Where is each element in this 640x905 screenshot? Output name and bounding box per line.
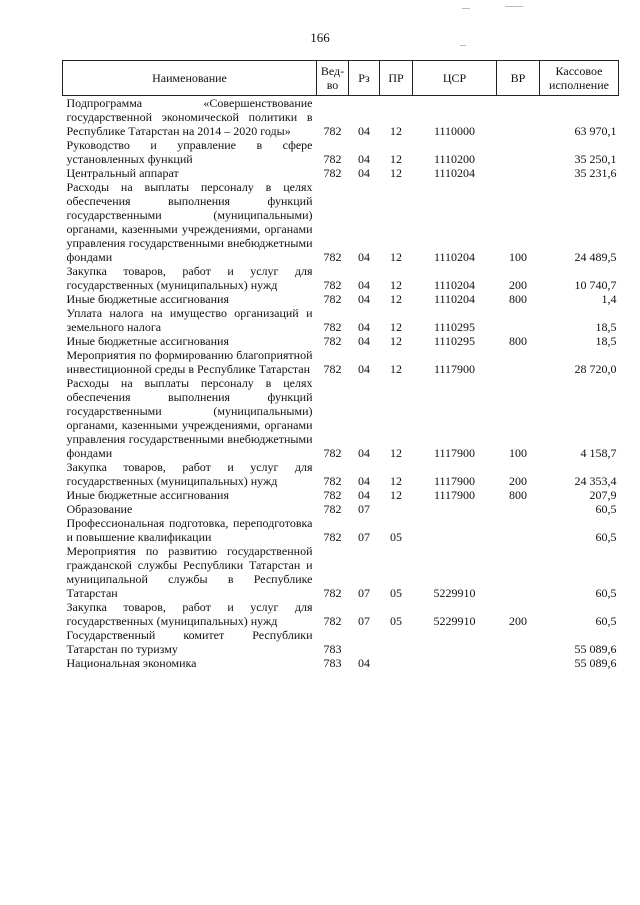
- row-name: Мероприятия по формированию благоприятной инвестиционной среды в Республике Татарстан: [66, 348, 313, 376]
- table-row: [63, 656, 619, 670]
- row-csr: 1110295: [433, 334, 476, 348]
- row-vr: [497, 656, 540, 670]
- row-csr: 1110204: [433, 166, 476, 180]
- row-ved: 782: [323, 278, 342, 292]
- table-row: [63, 334, 619, 348]
- row-ved: 782: [323, 362, 342, 376]
- row-pr: 12: [390, 334, 402, 348]
- row-amount: 60,5: [595, 586, 617, 600]
- row-amount: 207,9: [589, 488, 617, 502]
- row-csr: 1117900: [433, 446, 476, 460]
- row-rz: 04: [358, 278, 370, 292]
- row-csr: 1117900: [433, 474, 476, 488]
- row-amount: 24 353,4: [574, 474, 617, 488]
- row-csr: 1110200: [433, 152, 476, 166]
- row-amount: 4 158,7: [580, 446, 617, 460]
- row-pr: 05: [390, 586, 402, 600]
- row-amount: 35 250,1: [574, 152, 617, 166]
- row-vr: 200: [509, 614, 527, 628]
- row-name: Закупка товаров, работ и услуг для государственных (муниципальных) нужд: [66, 600, 313, 628]
- row-ved: 782: [323, 488, 342, 502]
- table-row: [63, 628, 619, 656]
- row-csr: [413, 628, 497, 656]
- row-ved: 782: [323, 292, 342, 306]
- row-vr: [497, 348, 540, 376]
- table-row: [63, 376, 619, 460]
- row-name: Профессиональная подготовка, переподготовка и повышение квалификации: [66, 516, 313, 544]
- row-csr: 1110204: [433, 292, 476, 306]
- row-vr: [497, 544, 540, 600]
- row-pr: 12: [390, 446, 402, 460]
- row-name: Иные бюджетные ассигнования: [66, 292, 229, 306]
- table-row: [63, 516, 619, 544]
- row-rz: 07: [358, 614, 370, 628]
- table-row: [63, 544, 619, 600]
- row-ved: 782: [323, 166, 342, 180]
- row-pr: 12: [390, 166, 402, 180]
- table-row: [63, 138, 619, 166]
- table-header-row: [63, 61, 619, 96]
- row-vr: [497, 502, 540, 516]
- row-csr: [413, 502, 497, 516]
- row-name: Мероприятия по развитию государственной гражданской службы Республики Татарстан и муниципальной службы в Республике Татарстан: [66, 544, 313, 600]
- row-amount: 55 089,6: [574, 642, 617, 656]
- row-rz: 04: [358, 446, 370, 460]
- header-csr: ЦСР: [413, 61, 497, 96]
- row-vr: 800: [509, 334, 527, 348]
- row-vr: 200: [509, 278, 527, 292]
- table-row: [63, 292, 619, 306]
- row-pr: [380, 656, 413, 670]
- row-name: Иные бюджетные ассигнования: [66, 334, 229, 348]
- row-amount: 55 089,6: [574, 656, 617, 670]
- row-pr: 12: [390, 278, 402, 292]
- table-row: [63, 264, 619, 292]
- row-vr: 800: [509, 292, 527, 306]
- header-amount: Кассовое исполнение: [540, 61, 619, 96]
- row-amount: 60,5: [595, 614, 617, 628]
- row-ved: 782: [323, 502, 342, 516]
- row-vr: [497, 306, 540, 334]
- row-name: Национальная экономика: [66, 656, 197, 670]
- row-pr: 05: [390, 614, 402, 628]
- row-ved: 782: [323, 586, 342, 600]
- row-name: Образование: [66, 502, 133, 516]
- budget-table: [62, 60, 619, 670]
- row-csr: 1110204: [433, 250, 476, 264]
- row-ved: 783: [323, 656, 342, 670]
- row-amount: 60,5: [595, 530, 617, 544]
- row-csr: 1110204: [433, 278, 476, 292]
- row-vr: 200: [509, 474, 527, 488]
- row-pr: 12: [390, 250, 402, 264]
- table-row: [63, 460, 619, 488]
- row-csr: [413, 656, 497, 670]
- row-rz: 04: [358, 656, 370, 670]
- row-rz: 07: [358, 530, 370, 544]
- table-row: [63, 502, 619, 516]
- row-name: Расходы на выплаты персоналу в целях обеспечения выполнения функций государственными (муниципальными) органами, казенными учреждениями, органами управления государственными внебюджетными фондами: [66, 180, 313, 264]
- row-vr: [497, 516, 540, 544]
- row-ved: 782: [323, 152, 342, 166]
- header-vedomstvo: Вед- во: [317, 61, 349, 96]
- row-pr: 12: [390, 124, 402, 138]
- row-amount: 24 489,5: [574, 250, 617, 264]
- row-ved: 782: [323, 320, 342, 334]
- row-ved: 782: [323, 474, 342, 488]
- row-amount: 10 740,7: [574, 278, 617, 292]
- table-row: [63, 600, 619, 628]
- row-pr: 12: [390, 152, 402, 166]
- row-rz: 07: [358, 586, 370, 600]
- row-vr: [497, 138, 540, 166]
- row-amount: 60,5: [595, 502, 617, 516]
- row-csr: 1117900: [433, 488, 476, 502]
- row-ved: 783: [323, 642, 342, 656]
- row-amount: 35 231,6: [574, 166, 617, 180]
- row-csr: 1110295: [433, 320, 476, 334]
- row-rz: 04: [358, 474, 370, 488]
- row-rz: 04: [358, 334, 370, 348]
- row-vr: 100: [509, 446, 527, 460]
- row-amount: 63 970,1: [574, 124, 617, 138]
- row-vr: [497, 96, 540, 139]
- row-name: Центральный аппарат: [66, 166, 179, 180]
- row-pr: [380, 502, 413, 516]
- row-vr: [497, 628, 540, 656]
- row-ved: 782: [323, 124, 342, 138]
- row-rz: 04: [358, 166, 370, 180]
- row-rz: 04: [358, 152, 370, 166]
- row-name: Расходы на выплаты персоналу в целях обеспечения выполнения функций государственными (муниципальными) органами, казенными учреждениями, органами управления государственными внебюджетными фондами: [66, 376, 313, 460]
- row-name: Закупка товаров, работ и услуг для государственных (муниципальных) нужд: [66, 264, 313, 292]
- scan-mark-top-right: [505, 6, 523, 7]
- row-vr: [497, 166, 540, 180]
- row-name: Государственный комитет Республики Татарстан по туризму: [66, 628, 313, 656]
- table-row: [63, 180, 619, 264]
- row-ved: 782: [323, 446, 342, 460]
- row-rz: 04: [358, 124, 370, 138]
- header-vr: ВР: [497, 61, 540, 96]
- row-vr: 100: [509, 250, 527, 264]
- row-rz: 07: [358, 502, 370, 516]
- row-pr: [380, 628, 413, 656]
- row-ved: 782: [323, 530, 342, 544]
- table-row: [63, 348, 619, 376]
- row-rz: [349, 628, 380, 656]
- row-name: Закупка товаров, работ и услуг для государственных (муниципальных) нужд: [66, 460, 313, 488]
- row-pr: 12: [390, 320, 402, 334]
- row-amount: 28 720,0: [574, 362, 617, 376]
- row-vr: 800: [509, 488, 527, 502]
- row-csr: [413, 516, 497, 544]
- row-csr: 5229910: [433, 586, 476, 600]
- row-rz: 04: [358, 292, 370, 306]
- header-rz: Рз: [349, 61, 380, 96]
- row-csr: 5229910: [433, 614, 476, 628]
- row-ved: 782: [323, 250, 342, 264]
- table-row: [63, 306, 619, 334]
- row-amount: 18,5: [595, 334, 617, 348]
- header-name: Наименование: [63, 61, 317, 96]
- row-rz: 04: [358, 320, 370, 334]
- row-name: Руководство и управление в сфере установленных функций: [66, 138, 313, 166]
- row-pr: 12: [390, 292, 402, 306]
- row-rz: 04: [358, 362, 370, 376]
- row-pr: 12: [390, 362, 402, 376]
- row-csr: 1117900: [433, 362, 476, 376]
- header-pr: ПР: [380, 61, 413, 96]
- row-name: Уплата налога на имущество организаций и земельного налога: [66, 306, 313, 334]
- row-ved: 782: [323, 614, 342, 628]
- table-row: [63, 96, 619, 139]
- table-row: [63, 488, 619, 502]
- row-amount: 1,4: [601, 292, 617, 306]
- row-name: Подпрограмма «Совершенствование государственной экономической политики в Республике Татарстан на 2014 – 2020 годы»: [66, 96, 313, 138]
- row-csr: 1110000: [433, 124, 476, 138]
- scan-mark-top: [462, 8, 470, 9]
- row-name: Иные бюджетные ассигнования: [66, 488, 229, 502]
- row-pr: 12: [390, 474, 402, 488]
- row-pr: 12: [390, 488, 402, 502]
- row-ved: 782: [323, 334, 342, 348]
- table-row: [63, 166, 619, 180]
- page-number: 166: [310, 30, 330, 45]
- row-amount: 18,5: [595, 320, 617, 334]
- row-rz: 04: [358, 488, 370, 502]
- row-rz: 04: [358, 250, 370, 264]
- row-pr: 05: [390, 530, 402, 544]
